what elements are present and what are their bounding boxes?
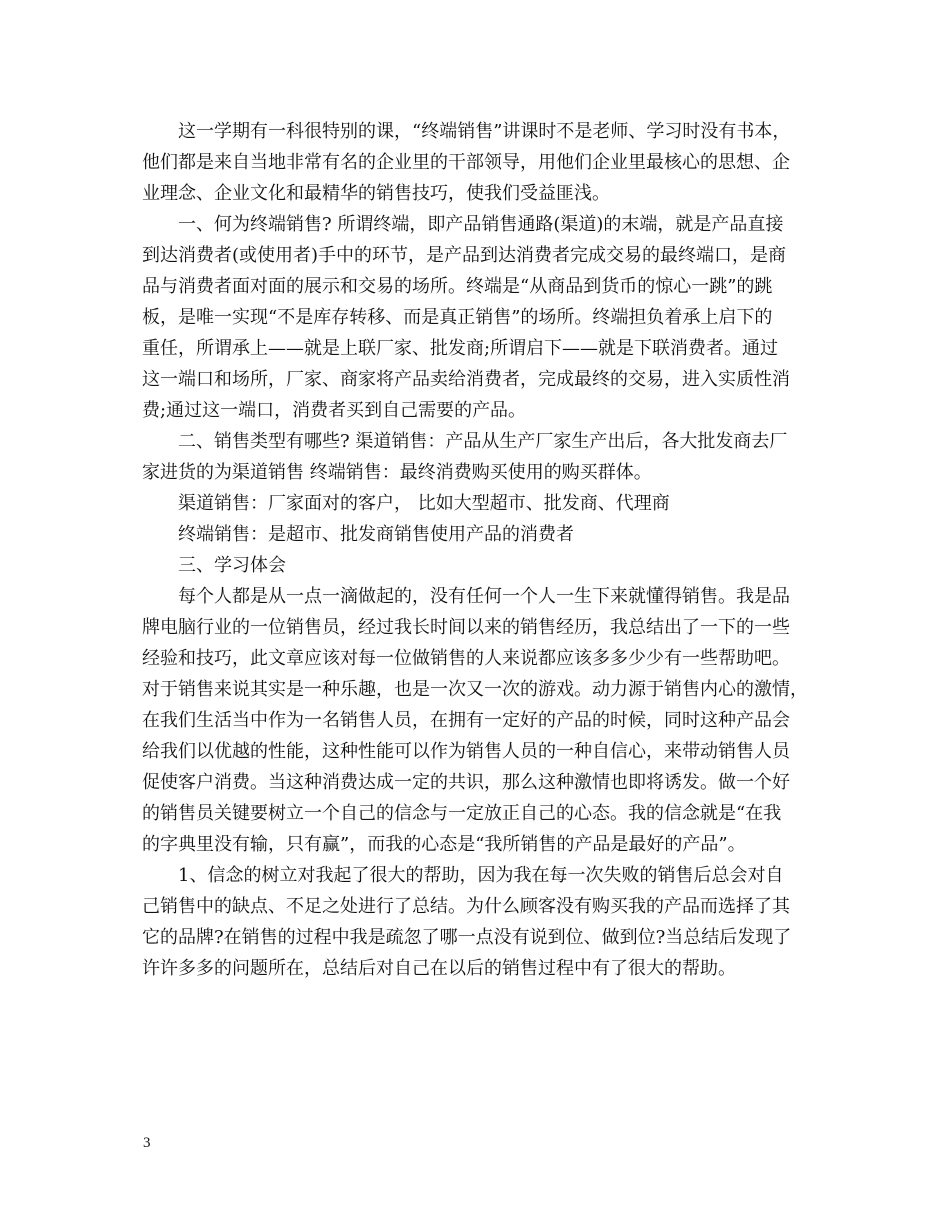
page-number: 3 xyxy=(143,1135,151,1151)
text-line: 对于销售来说其实是一种乐趣，也是一次又一次的游戏。动力源于销售内心的激情， xyxy=(142,679,808,700)
text-line: 渠道销售：厂家面对的客户， 比如大型超市、批发商、代理商 xyxy=(178,493,670,514)
text-line: 重任，所谓承上——就是上联厂家、批发商;所谓启下——就是下联消费者。通过 xyxy=(142,338,779,359)
text-line: 它的品牌?在销售的过程中我是疏忽了哪一点没有说到位、做到位?当总结后发现了 xyxy=(142,927,792,948)
text-line: 在我们生活当中作为一名销售人员，在拥有一定好的产品的时候，同时这种产品会 xyxy=(142,710,790,731)
text-line: 促使客户消费。当这种消费达成一定的共识，那么这种激情也即将诱发。做一个好 xyxy=(142,772,790,793)
text-line: 到达消费者(或使用者)手中的环节，是产品到达消费者完成交易的最终端口，是商 xyxy=(142,245,787,266)
text-line: 每个人都是从一点一滴做起的，没有任何一个人一生下来就懂得销售。我是品 xyxy=(178,586,790,607)
text-line: 他们都是来自当地非常有名的企业里的干部领导，用他们企业里最核心的思想、企 xyxy=(142,152,790,173)
text-line: 给我们以优越的性能，这种性能可以作为销售人员的一种自信心，来带动销售人员 xyxy=(142,741,790,762)
text-line: 终端销售：是超市、批发商销售使用产品的消费者 xyxy=(178,524,574,545)
text-line: 这一端口和场所，厂家、商家将产品卖给消费者，完成最终的交易，进入实质性消 xyxy=(142,369,790,390)
document-body xyxy=(142,116,810,984)
text-line: 1、信念的树立对我起了很大的帮助，因为我在每一次失败的销售后总会对自 xyxy=(178,865,784,886)
text-line: 的销售员关键要树立一个自己的信念与一定放正自己的心态。我的信念就是“在我 xyxy=(142,803,782,824)
text-line: 牌电脑行业的一位销售员，经过我长时间以来的销售经历，我总结出了一下的一些 xyxy=(142,617,790,638)
text-line: 三、学习体会 xyxy=(178,555,286,576)
text-line: 许许多多的问题所在，总结后对自己在以后的销售过程中有了很大的帮助。 xyxy=(142,958,736,979)
text-line: 经验和技巧，此文章应该对每一位做销售的人来说都应该多多少少有一些帮助吧。 xyxy=(142,648,790,669)
text-line: 费;通过这一端口，消费者买到自己需要的产品。 xyxy=(142,400,527,421)
text-line: 品与消费者面对面的展示和交易的场所。终端是“从商品到货币的惊心一跳”的跳 xyxy=(142,276,773,297)
text-line: 业理念、企业文化和最精华的销售技巧，使我们受益匪浅。 xyxy=(142,183,610,204)
text-line: 板，是唯一实现“不是库存转移、而是真正销售”的场所。终端担负着承上启下的 xyxy=(142,307,773,328)
text-line: 一、何为终端销售? 所谓终端，即产品销售通路(渠道)的末端，就是产品直接 xyxy=(178,214,784,235)
text-line: 的字典里没有输，只有赢”，而我的心态是“我所销售的产品是最好的产品”。 xyxy=(142,834,746,855)
text-line: 这一学期有一科很特别的课，“终端销售”讲课时不是老师、学习时没有书本， xyxy=(178,121,791,142)
text-line: 家进货的为渠道销售 终端销售：最终消费购买使用的购买群体。 xyxy=(142,462,652,483)
text-line: 二、销售类型有哪些? 渠道销售：产品从生产厂家生产出后，各大批发商去厂 xyxy=(178,431,788,452)
text-line: 己销售中的缺点、不足之处进行了总结。为什么顾客没有购买我的产品而选择了其 xyxy=(142,896,790,917)
